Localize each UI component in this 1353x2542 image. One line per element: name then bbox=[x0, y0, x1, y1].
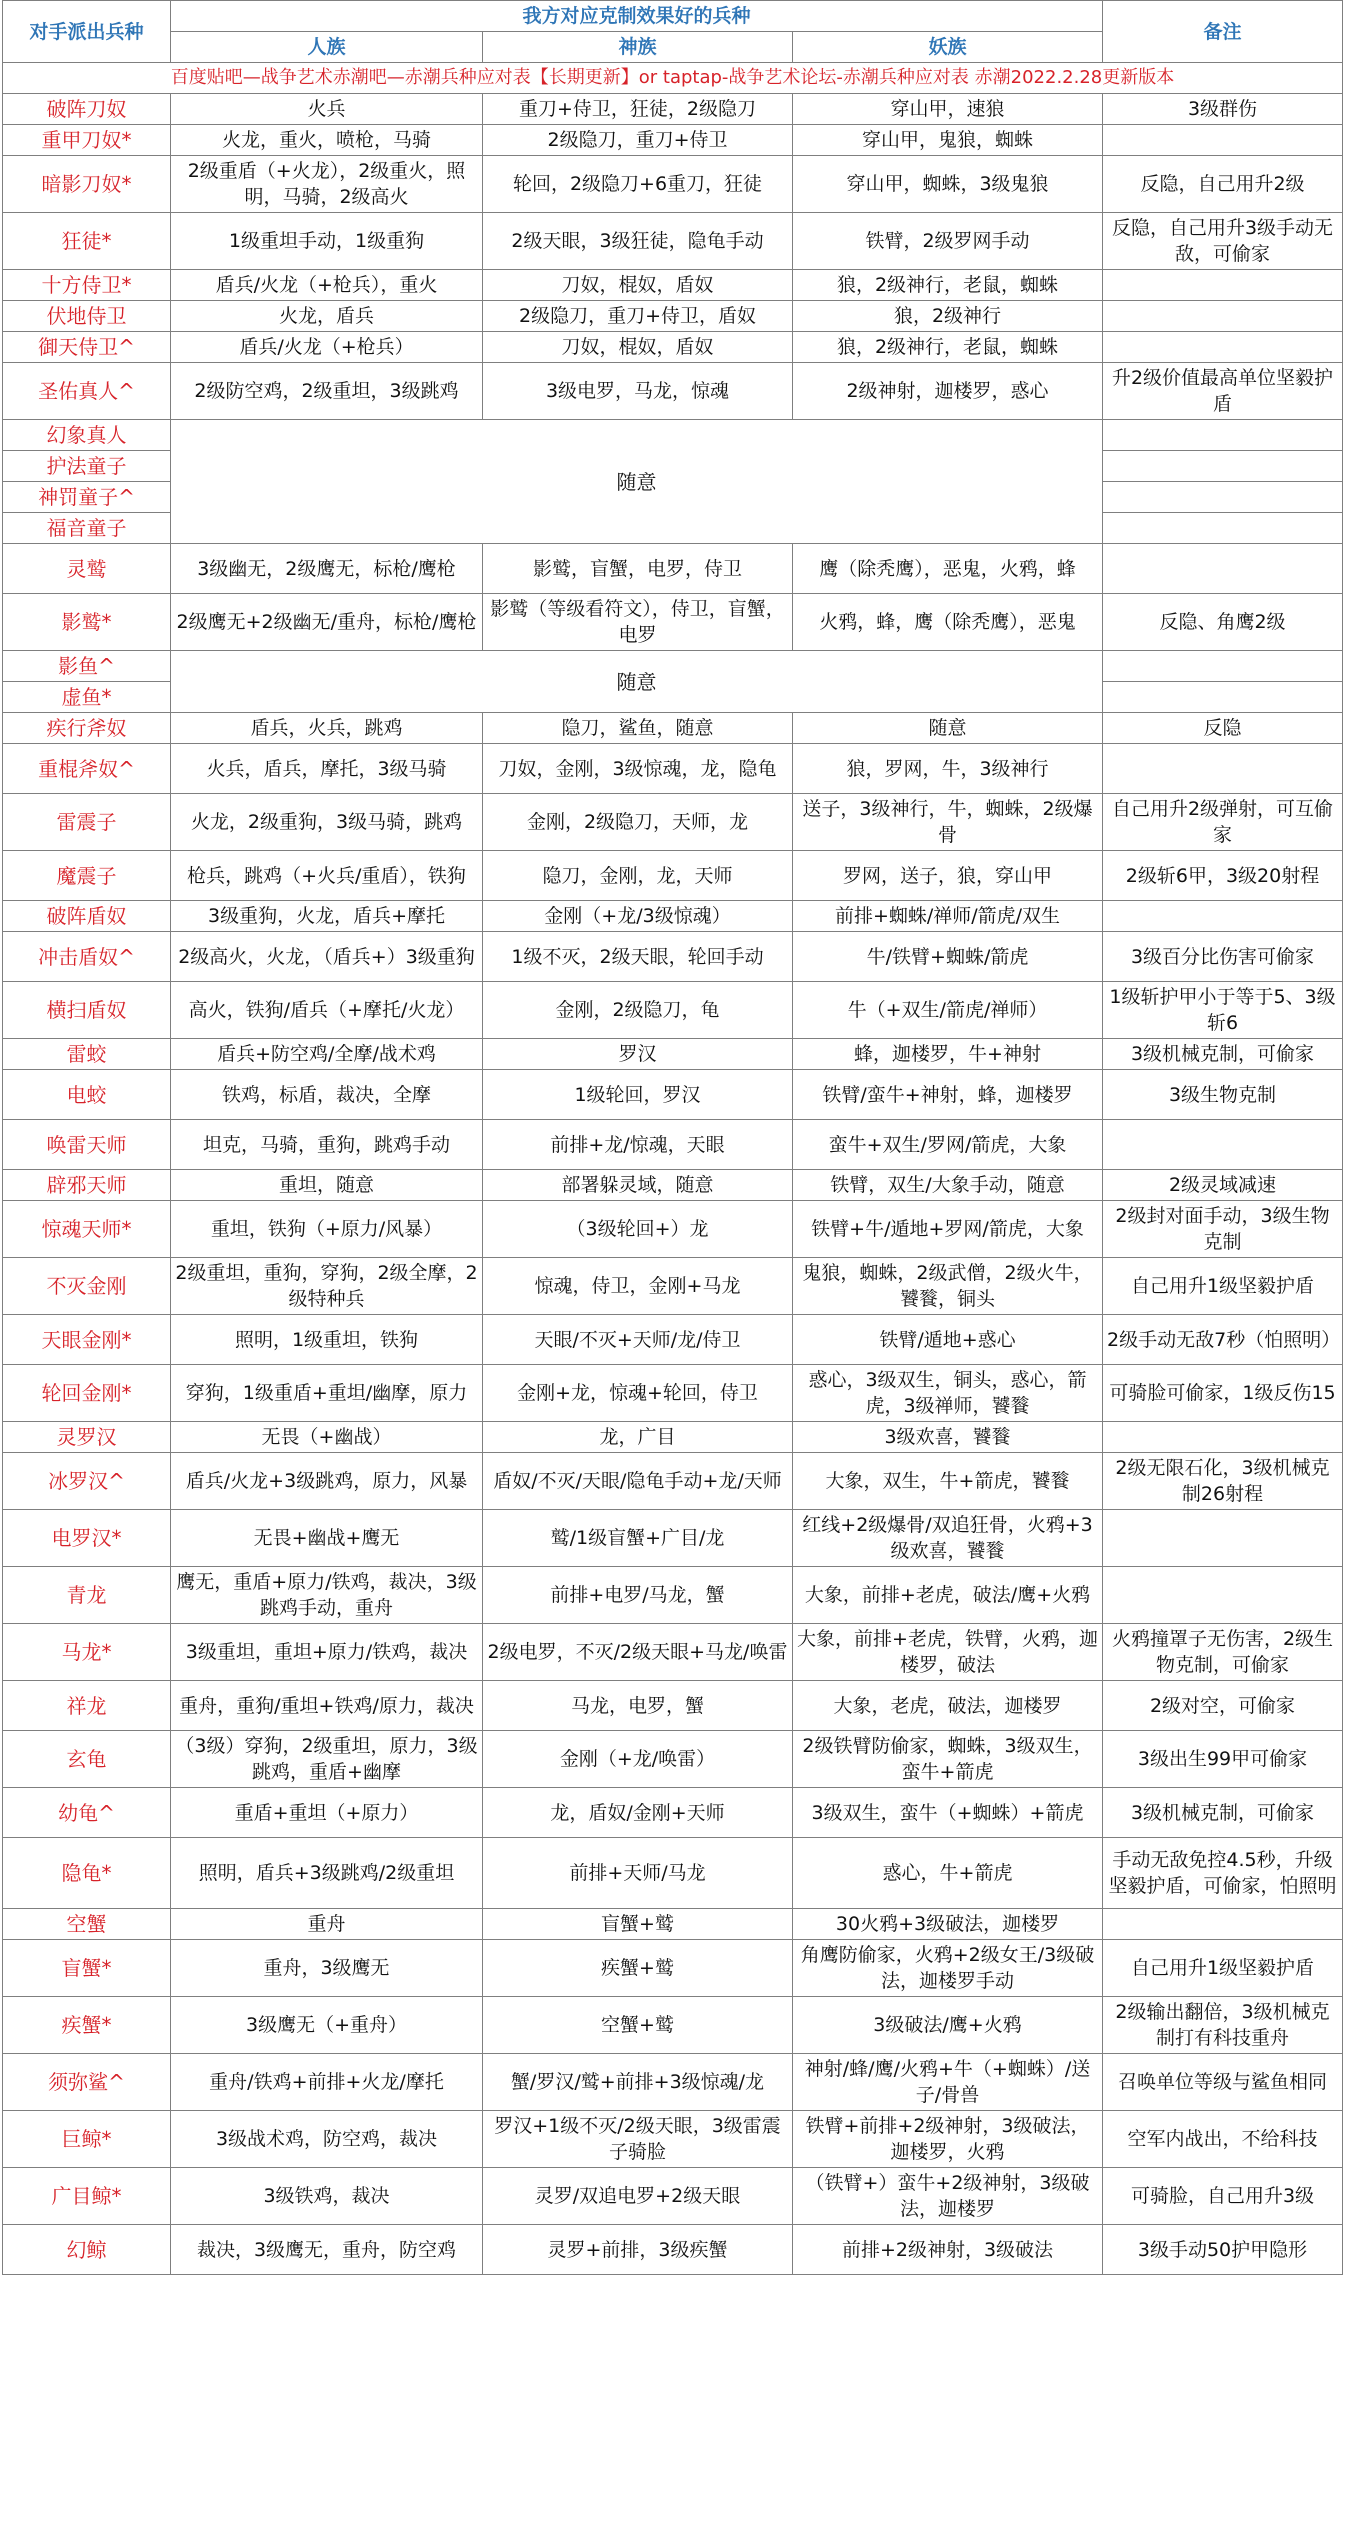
enemy-unit-name: 玄龟 bbox=[3, 1731, 171, 1788]
enemy-unit-name: 电罗汉* bbox=[3, 1510, 171, 1567]
god-counter-cell: 前排+电罗/马龙，蟹 bbox=[483, 1567, 793, 1624]
god-counter-cell: 马龙，电罗，蟹 bbox=[483, 1681, 793, 1731]
demon-counter-cell: 2级铁臂防偷家，蜘蛛，3级双生，蛮牛+箭虎 bbox=[793, 1731, 1103, 1788]
god-counter-cell: 金刚（+龙/唤雷） bbox=[483, 1731, 793, 1788]
table-row bbox=[3, 1120, 1343, 1170]
human-counter-cell: 3级鹰无（+重舟） bbox=[171, 1997, 483, 2054]
demon-counter-cell: 铁臂/蛮牛+神射，蜂，迦楼罗 bbox=[793, 1070, 1103, 1120]
notes-cell: 1级斩护甲小于等于5、3级斩6 bbox=[1103, 982, 1343, 1039]
enemy-unit-name: 巨鲸* bbox=[3, 2111, 171, 2168]
table-row bbox=[3, 1315, 1343, 1365]
god-counter-cell: 前排+天师/马龙 bbox=[483, 1838, 793, 1909]
human-counter-cell: 火龙，盾兵 bbox=[171, 301, 483, 332]
god-counter-cell: 刀奴，棍奴，盾奴 bbox=[483, 270, 793, 301]
god-counter-cell: 刀奴，棍奴，盾奴 bbox=[483, 332, 793, 363]
demon-counter-cell: 大象，前排+老虎，破法/鹰+火鸦 bbox=[793, 1567, 1103, 1624]
human-counter-cell: 裁决，3级鹰无，重舟，防空鸡 bbox=[171, 2225, 483, 2275]
notes-cell: 火鸦撞罩子无伤害，2级生物克制，可偷家 bbox=[1103, 1624, 1343, 1681]
god-counter-cell: 金刚，2级隐刀，龟 bbox=[483, 982, 793, 1039]
human-counter-cell: 重舟，重狗/重坦+铁鸡/原力，裁决 bbox=[171, 1681, 483, 1731]
enemy-unit-name: 破阵盾奴 bbox=[3, 901, 171, 932]
human-counter-cell: 火兵 bbox=[171, 94, 483, 125]
god-counter-cell: 2级隐刀，重刀+侍卫 bbox=[483, 125, 793, 156]
table-row bbox=[3, 2225, 1343, 2275]
notes-cell: 3级出生99甲可偷家 bbox=[1103, 1731, 1343, 1788]
table-row bbox=[3, 332, 1343, 363]
demon-race-header: 妖族 bbox=[793, 32, 1103, 63]
god-counter-cell: 罗汉+1级不灭/2级天眼，3级雷震子骑脸 bbox=[483, 2111, 793, 2168]
table-row bbox=[3, 1940, 1343, 1997]
table-row bbox=[3, 1731, 1343, 1788]
demon-counter-cell: 狼，罗网，牛，3级神行 bbox=[793, 744, 1103, 794]
table-row bbox=[3, 1258, 1343, 1315]
enemy-unit-name: 重棍斧奴^ bbox=[3, 744, 171, 794]
demon-counter-cell: 铁臂，2级罗网手动 bbox=[793, 213, 1103, 270]
notice-row bbox=[3, 63, 1343, 94]
notes-cell: 2级封对面手动，3级生物克制 bbox=[1103, 1201, 1343, 1258]
human-counter-cell: 2级鹰无+2级幽无/重舟，标枪/鹰枪 bbox=[171, 594, 483, 651]
god-counter-cell: 2级电罗，不灭/2级天眼+马龙/唤雷 bbox=[483, 1624, 793, 1681]
table-row bbox=[3, 2111, 1343, 2168]
enemy-unit-name: 神罚童子^ bbox=[3, 482, 171, 513]
table-row bbox=[3, 851, 1343, 901]
god-counter-cell: 3级电罗，马龙，惊魂 bbox=[483, 363, 793, 420]
god-counter-cell: 鹫/1级盲蟹+广目/龙 bbox=[483, 1510, 793, 1567]
demon-counter-cell: 神射/蜂/鹰/火鸦+牛（+蜘蛛）/送子/骨兽 bbox=[793, 2054, 1103, 2111]
notes-cell bbox=[1103, 1422, 1343, 1453]
enemy-unit-name: 天眼金刚* bbox=[3, 1315, 171, 1365]
demon-counter-cell: 鹰（除秃鹰），恶鬼，火鸦，蜂 bbox=[793, 544, 1103, 594]
notes-cell: 2级灵域减速 bbox=[1103, 1170, 1343, 1201]
table-row bbox=[3, 544, 1343, 594]
enemy-unit-name: 十方侍卫* bbox=[3, 270, 171, 301]
table-row bbox=[3, 594, 1343, 651]
enemy-unit-name: 不灭金刚 bbox=[3, 1258, 171, 1315]
notes-cell bbox=[1103, 744, 1343, 794]
demon-counter-cell: 牛（+双生/箭虎/禅师） bbox=[793, 982, 1103, 1039]
enemy-unit-name: 电蛟 bbox=[3, 1070, 171, 1120]
god-counter-cell: （3级轮回+）龙 bbox=[483, 1201, 793, 1258]
demon-counter-cell: 2级神射，迦楼罗，惑心 bbox=[793, 363, 1103, 420]
table-row bbox=[3, 901, 1343, 932]
demon-counter-cell: 大象，双生，牛+箭虎，饕餮 bbox=[793, 1453, 1103, 1510]
human-counter-cell: 高火，铁狗/盾兵（+摩托/火龙） bbox=[171, 982, 483, 1039]
enemy-unit-name: 惊魂天师* bbox=[3, 1201, 171, 1258]
demon-counter-cell: 大象，前排+老虎，铁臂，火鸦，迦楼罗，破法 bbox=[793, 1624, 1103, 1681]
notes-cell: 自己用升1级坚毅护盾 bbox=[1103, 1258, 1343, 1315]
god-counter-cell: 疾蟹+鹫 bbox=[483, 1940, 793, 1997]
table-row bbox=[3, 713, 1343, 744]
enemy-unit-name: 狂徒* bbox=[3, 213, 171, 270]
table-row bbox=[3, 156, 1343, 213]
god-counter-cell: 盾奴/不灭/天眼/隐龟手动+龙/天师 bbox=[483, 1453, 793, 1510]
demon-counter-cell: 30火鸦+3级破法，迦楼罗 bbox=[793, 1909, 1103, 1940]
human-counter-cell: 盾兵/火龙（+枪兵），重火 bbox=[171, 270, 483, 301]
enemy-unit-name: 影鹫* bbox=[3, 594, 171, 651]
notes-cell: 反隐 bbox=[1103, 713, 1343, 744]
human-counter-cell: 1级重坦手动，1级重狗 bbox=[171, 213, 483, 270]
notes-cell: 3级群伤 bbox=[1103, 94, 1343, 125]
demon-counter-cell: 铁臂+牛/遁地+罗网/箭虎，大象 bbox=[793, 1201, 1103, 1258]
enemy-unit-name: 护法童子 bbox=[3, 451, 171, 482]
notes-cell: 3级生物克制 bbox=[1103, 1070, 1343, 1120]
human-counter-cell: 3级战术鸡，防空鸡，裁决 bbox=[171, 2111, 483, 2168]
god-counter-cell: 金刚，2级隐刀，天师，龙 bbox=[483, 794, 793, 851]
notes-cell: 自己用升2级弹射，可互偷家 bbox=[1103, 794, 1343, 851]
enemy-unit-name: 暗影刀奴* bbox=[3, 156, 171, 213]
any-counter-merged-cell: 随意 bbox=[171, 420, 1103, 544]
notes-cell bbox=[1103, 332, 1343, 363]
enemy-unit-name: 横扫盾奴 bbox=[3, 982, 171, 1039]
human-counter-cell: 照明，盾兵+3级跳鸡/2级重坦 bbox=[171, 1838, 483, 1909]
enemy-unit-name: 灵罗汉 bbox=[3, 1422, 171, 1453]
demon-counter-cell: 惑心，3级双生，铜头，惑心，箭虎，3级禅师，饕餮 bbox=[793, 1365, 1103, 1422]
human-counter-cell: 3级幽无，2级鹰无，标枪/鹰枪 bbox=[171, 544, 483, 594]
notes-cell: 3级手动50护甲隐形 bbox=[1103, 2225, 1343, 2275]
demon-counter-cell: 红线+2级爆骨/双追狂骨，火鸦+3级欢喜，饕餮 bbox=[793, 1510, 1103, 1567]
enemy-unit-name: 青龙 bbox=[3, 1567, 171, 1624]
god-counter-cell: 灵罗/双追电罗+2级天眼 bbox=[483, 2168, 793, 2225]
enemy-unit-name: 灵鹫 bbox=[3, 544, 171, 594]
god-counter-cell: 金刚+龙，惊魂+轮回，侍卫 bbox=[483, 1365, 793, 1422]
demon-counter-cell: 前排+2级神射，3级破法 bbox=[793, 2225, 1103, 2275]
enemy-unit-name: 冰罗汉^ bbox=[3, 1453, 171, 1510]
god-counter-cell: 1级轮回，罗汉 bbox=[483, 1070, 793, 1120]
notes-cell: 2级斩6甲，3级20射程 bbox=[1103, 851, 1343, 901]
table-row bbox=[3, 1453, 1343, 1510]
table-row bbox=[3, 1624, 1343, 1681]
demon-counter-cell: 角鹰防偷家，火鸦+2级女王/3级破法，迦楼罗手动 bbox=[793, 1940, 1103, 1997]
table-row bbox=[3, 94, 1343, 125]
notes-cell: 可骑脸，自己用升3级 bbox=[1103, 2168, 1343, 2225]
god-counter-cell: 金刚（+龙/3级惊魂） bbox=[483, 901, 793, 932]
table-row bbox=[3, 1838, 1343, 1909]
enemy-unit-name: 幻象真人 bbox=[3, 420, 171, 451]
notes-cell bbox=[1103, 544, 1343, 594]
notes-cell: 3级机械克制，可偷家 bbox=[1103, 1039, 1343, 1070]
notes-cell: 2级手动无敌7秒（怕照明） bbox=[1103, 1315, 1343, 1365]
god-counter-cell: 灵罗+前排，3级疾蟹 bbox=[483, 2225, 793, 2275]
table-row bbox=[3, 1039, 1343, 1070]
god-counter-cell: 空蟹+鹫 bbox=[483, 1997, 793, 2054]
enemy-unit-name: 幼龟^ bbox=[3, 1788, 171, 1838]
notes-cell bbox=[1103, 420, 1343, 451]
god-counter-cell: 龙，盾奴/金刚+天师 bbox=[483, 1788, 793, 1838]
demon-counter-cell: 铁臂+前排+2级神射，3级破法，迦楼罗，火鸦 bbox=[793, 2111, 1103, 2168]
demon-counter-cell: （铁臂+）蛮牛+2级神射，3级破法，迦楼罗 bbox=[793, 2168, 1103, 2225]
enemy-unit-name: 虚鱼* bbox=[3, 682, 171, 713]
enemy-unit-name: 轮回金刚* bbox=[3, 1365, 171, 1422]
notes-cell bbox=[1103, 1510, 1343, 1567]
enemy-unit-name: 须弥鲨^ bbox=[3, 2054, 171, 2111]
enemy-unit-header: 对手派出兵种 bbox=[3, 1, 171, 63]
notes-cell: 反隐、角鹰2级 bbox=[1103, 594, 1343, 651]
enemy-unit-name: 唤雷天师 bbox=[3, 1120, 171, 1170]
demon-counter-cell: 牛/铁臂+蜘蛛/箭虎 bbox=[793, 932, 1103, 982]
notes-cell: 可骑脸可偷家，1级反伤15 bbox=[1103, 1365, 1343, 1422]
notes-cell: 2级无限石化，3级机械克制26射程 bbox=[1103, 1453, 1343, 1510]
human-race-header: 人族 bbox=[171, 32, 483, 63]
enemy-unit-name: 辟邪天师 bbox=[3, 1170, 171, 1201]
notes-cell bbox=[1103, 513, 1343, 544]
notes-cell: 召唤单位等级与鲨鱼相同 bbox=[1103, 2054, 1343, 2111]
human-counter-cell: 穿狗，1级重盾+重坦/幽摩，原力 bbox=[171, 1365, 483, 1422]
enemy-unit-name: 广目鲸* bbox=[3, 2168, 171, 2225]
update-notice: 百度贴吧—战争艺术赤潮吧—赤潮兵种应对表【长期更新】or taptap-战争艺术论坛-赤潮兵种应对表 赤潮2022.2.28更新版本 bbox=[3, 63, 1343, 94]
human-counter-cell: 火龙，2级重狗，3级马骑，跳鸡 bbox=[171, 794, 483, 851]
table-row bbox=[3, 794, 1343, 851]
table-row bbox=[3, 1909, 1343, 1940]
god-counter-cell: 前排+龙/惊魂，天眼 bbox=[483, 1120, 793, 1170]
human-counter-cell: 2级防空鸡，2级重坦，3级跳鸡 bbox=[171, 363, 483, 420]
demon-counter-cell: 大象，老虎，破法，迦楼罗 bbox=[793, 1681, 1103, 1731]
human-counter-cell: 盾兵/火龙+3级跳鸡，原力，风暴 bbox=[171, 1453, 483, 1510]
enemy-unit-name: 雷震子 bbox=[3, 794, 171, 851]
notes-cell bbox=[1103, 451, 1343, 482]
demon-counter-cell: 狼，2级神行 bbox=[793, 301, 1103, 332]
god-counter-cell: 2级隐刀，重刀+侍卫，盾奴 bbox=[483, 301, 793, 332]
table-row bbox=[3, 1997, 1343, 2054]
table-row bbox=[3, 932, 1343, 982]
enemy-unit-name: 冲击盾奴^ bbox=[3, 932, 171, 982]
enemy-unit-name: 马龙* bbox=[3, 1624, 171, 1681]
notes-cell bbox=[1103, 1120, 1343, 1170]
notes-cell bbox=[1103, 1909, 1343, 1940]
enemy-unit-name: 福音童子 bbox=[3, 513, 171, 544]
human-counter-cell: 枪兵，跳鸡（+火兵/重盾），铁狗 bbox=[171, 851, 483, 901]
god-counter-cell: 惊魂，侍卫，金刚+马龙 bbox=[483, 1258, 793, 1315]
enemy-unit-name: 雷蛟 bbox=[3, 1039, 171, 1070]
human-counter-cell: 重坦，铁狗（+原力/风暴） bbox=[171, 1201, 483, 1258]
any-counter-merged-cell: 随意 bbox=[171, 651, 1103, 713]
human-counter-cell: 2级重盾（+火龙），2级重火，照明，马骑，2级高火 bbox=[171, 156, 483, 213]
human-counter-cell: 盾兵，火兵，跳鸡 bbox=[171, 713, 483, 744]
table-row bbox=[3, 2054, 1343, 2111]
god-counter-cell: 蟹/罗汉/鹫+前排+3级惊魂/龙 bbox=[483, 2054, 793, 2111]
enemy-unit-name: 空蟹 bbox=[3, 1909, 171, 1940]
demon-counter-cell: 惑心，牛+箭虎 bbox=[793, 1838, 1103, 1909]
notes-header: 备注 bbox=[1103, 1, 1343, 63]
counter-group-header: 我方对应克制效果好的兵种 bbox=[171, 1, 1103, 32]
demon-counter-cell: 狼，2级神行，老鼠，蜘蛛 bbox=[793, 332, 1103, 363]
enemy-unit-name: 影鱼^ bbox=[3, 651, 171, 682]
table-row bbox=[3, 651, 1343, 682]
enemy-unit-name: 圣佑真人^ bbox=[3, 363, 171, 420]
god-counter-cell: 1级不灭，2级天眼，轮回手动 bbox=[483, 932, 793, 982]
human-counter-cell: 重盾+重坦（+原力） bbox=[171, 1788, 483, 1838]
demon-counter-cell: 蛮牛+双生/罗网/箭虎，大象 bbox=[793, 1120, 1103, 1170]
notes-cell: 手动无敌免控4.5秒，升级坚毅护盾，可偷家，怕照明 bbox=[1103, 1838, 1343, 1909]
table-row bbox=[3, 1201, 1343, 1258]
god-counter-cell: 2级天眼，3级狂徒，隐龟手动 bbox=[483, 213, 793, 270]
enemy-unit-name: 伏地侍卫 bbox=[3, 301, 171, 332]
enemy-unit-name: 御天侍卫^ bbox=[3, 332, 171, 363]
notes-cell: 3级机械克制，可偷家 bbox=[1103, 1788, 1343, 1838]
notes-cell: 3级百分比伤害可偷家 bbox=[1103, 932, 1343, 982]
notes-cell bbox=[1103, 125, 1343, 156]
god-counter-cell: 隐刀，金刚，龙，天师 bbox=[483, 851, 793, 901]
enemy-unit-name: 疾行斧奴 bbox=[3, 713, 171, 744]
notes-cell: 2级对空，可偷家 bbox=[1103, 1681, 1343, 1731]
god-counter-cell: 龙，广目 bbox=[483, 1422, 793, 1453]
god-counter-cell: 轮回，2级隐刀+6重刀，狂徒 bbox=[483, 156, 793, 213]
notes-cell bbox=[1103, 482, 1343, 513]
human-counter-cell: 盾兵/火龙（+枪兵） bbox=[171, 332, 483, 363]
human-counter-cell: 铁鸡，标盾，裁决，全摩 bbox=[171, 1070, 483, 1120]
human-counter-cell: 2级重坦，重狗，穿狗，2级全摩，2级特种兵 bbox=[171, 1258, 483, 1315]
demon-counter-cell: 铁臂，双生/大象手动，随意 bbox=[793, 1170, 1103, 1201]
enemy-unit-name: 祥龙 bbox=[3, 1681, 171, 1731]
notes-cell: 反隐，自己用升2级 bbox=[1103, 156, 1343, 213]
notes-cell bbox=[1103, 901, 1343, 932]
table-row bbox=[3, 1365, 1343, 1422]
demon-counter-cell: 3级双生，蛮牛（+蜘蛛）+箭虎 bbox=[793, 1788, 1103, 1838]
table-row bbox=[3, 363, 1343, 420]
human-counter-cell: 照明，1级重坦，铁狗 bbox=[171, 1315, 483, 1365]
god-counter-cell: 盲蟹+鹫 bbox=[483, 1909, 793, 1940]
demon-counter-cell: 狼，2级神行，老鼠，蜘蛛 bbox=[793, 270, 1103, 301]
human-counter-cell: 盾兵+防空鸡/全摩/战术鸡 bbox=[171, 1039, 483, 1070]
god-counter-cell: 影鹫，盲蟹，电罗，侍卫 bbox=[483, 544, 793, 594]
human-counter-cell: 火龙，重火，喷枪，马骑 bbox=[171, 125, 483, 156]
notes-cell bbox=[1103, 651, 1343, 682]
notes-cell bbox=[1103, 1567, 1343, 1624]
human-counter-cell: 鹰无，重盾+原力/铁鸡，裁决，3级跳鸡手动，重舟 bbox=[171, 1567, 483, 1624]
god-counter-cell: 罗汉 bbox=[483, 1039, 793, 1070]
demon-counter-cell: 穿山甲，鬼狼，蜘蛛 bbox=[793, 125, 1103, 156]
human-counter-cell: 无畏（+幽战） bbox=[171, 1422, 483, 1453]
demon-counter-cell: 3级破法/鹰+火鸦 bbox=[793, 1997, 1103, 2054]
demon-counter-cell: 铁臂/遁地+惑心 bbox=[793, 1315, 1103, 1365]
enemy-unit-name: 疾蟹* bbox=[3, 1997, 171, 2054]
table-row bbox=[3, 982, 1343, 1039]
enemy-unit-name: 幻鲸 bbox=[3, 2225, 171, 2275]
table-row bbox=[3, 213, 1343, 270]
god-counter-cell: 刀奴，金刚，3级惊魂，龙，隐龟 bbox=[483, 744, 793, 794]
human-counter-cell: 3级重狗，火龙，盾兵+摩托 bbox=[171, 901, 483, 932]
demon-counter-cell: 穿山甲，速狼 bbox=[793, 94, 1103, 125]
enemy-unit-name: 破阵刀奴 bbox=[3, 94, 171, 125]
notes-cell bbox=[1103, 270, 1343, 301]
table-row bbox=[3, 270, 1343, 301]
god-counter-cell: 天眼/不灭+天师/龙/侍卫 bbox=[483, 1315, 793, 1365]
enemy-unit-name: 隐龟* bbox=[3, 1838, 171, 1909]
demon-counter-cell: 鬼狼，蜘蛛，2级武僧，2级火牛，饕餮，铜头 bbox=[793, 1258, 1103, 1315]
demon-counter-cell: 罗网，送子，狼，穿山甲 bbox=[793, 851, 1103, 901]
notes-cell bbox=[1103, 301, 1343, 332]
notes-cell: 自己用升1级坚毅护盾 bbox=[1103, 1940, 1343, 1997]
table-row bbox=[3, 2168, 1343, 2225]
notes-cell: 空军内战出，不给科技 bbox=[1103, 2111, 1343, 2168]
table-row bbox=[3, 1788, 1343, 1838]
table-body bbox=[3, 63, 1343, 2275]
notes-cell: 反隐，自己用升3级手动无敌，可偷家 bbox=[1103, 213, 1343, 270]
notes-cell: 2级输出翻倍，3级机械克制打有科技重舟 bbox=[1103, 1997, 1343, 2054]
enemy-unit-name: 魔震子 bbox=[3, 851, 171, 901]
human-counter-cell: 坦克，马骑，重狗，跳鸡手动 bbox=[171, 1120, 483, 1170]
human-counter-cell: 2级高火，火龙，（盾兵+）3级重狗 bbox=[171, 932, 483, 982]
table-row bbox=[3, 420, 1343, 451]
human-counter-cell: 重舟/铁鸡+前排+火龙/摩托 bbox=[171, 2054, 483, 2111]
human-counter-cell: 无畏+幽战+鹰无 bbox=[171, 1510, 483, 1567]
god-counter-cell: 影鹫（等级看符文），侍卫，盲蟹，电罗 bbox=[483, 594, 793, 651]
human-counter-cell: 重舟，3级鹰无 bbox=[171, 1940, 483, 1997]
god-counter-cell: 隐刀，鲨鱼，随意 bbox=[483, 713, 793, 744]
god-counter-cell: 部署躲灵域，随意 bbox=[483, 1170, 793, 1201]
table-row bbox=[3, 125, 1343, 156]
table-row bbox=[3, 1070, 1343, 1120]
demon-counter-cell: 送子，3级神行，牛，蜘蛛，2级爆骨 bbox=[793, 794, 1103, 851]
notes-cell: 升2级价值最高单位坚毅护盾 bbox=[1103, 363, 1343, 420]
demon-counter-cell: 3级欢喜，饕餮 bbox=[793, 1422, 1103, 1453]
god-counter-cell: 重刀+侍卫，狂徒，2级隐刀 bbox=[483, 94, 793, 125]
god-race-header: 神族 bbox=[483, 32, 793, 63]
human-counter-cell: 重坦，随意 bbox=[171, 1170, 483, 1201]
human-counter-cell: 火兵，盾兵，摩托，3级马骑 bbox=[171, 744, 483, 794]
table-row bbox=[3, 1422, 1343, 1453]
human-counter-cell: （3级）穿狗，2级重坦，原力，3级跳鸡，重盾+幽摩 bbox=[171, 1731, 483, 1788]
enemy-unit-name: 重甲刀奴* bbox=[3, 125, 171, 156]
notes-cell bbox=[1103, 682, 1343, 713]
enemy-unit-name: 盲蟹* bbox=[3, 1940, 171, 1997]
table-row bbox=[3, 1510, 1343, 1567]
table-row bbox=[3, 744, 1343, 794]
human-counter-cell: 3级铁鸡，裁决 bbox=[171, 2168, 483, 2225]
demon-counter-cell: 火鸦，蜂，鹰（除秃鹰），恶鬼 bbox=[793, 594, 1103, 651]
table-row bbox=[3, 1170, 1343, 1201]
human-counter-cell: 重舟 bbox=[171, 1909, 483, 1940]
demon-counter-cell: 前排+蜘蛛/禅师/箭虎/双生 bbox=[793, 901, 1103, 932]
table-row bbox=[3, 1681, 1343, 1731]
human-counter-cell: 3级重坦，重坦+原力/铁鸡，裁决 bbox=[171, 1624, 483, 1681]
demon-counter-cell: 穿山甲，蜘蛛，3级鬼狼 bbox=[793, 156, 1103, 213]
demon-counter-cell: 蜂，迦楼罗，牛+神射 bbox=[793, 1039, 1103, 1070]
demon-counter-cell: 随意 bbox=[793, 713, 1103, 744]
table-row bbox=[3, 301, 1343, 332]
header-row bbox=[3, 1, 1343, 32]
table-row bbox=[3, 1567, 1343, 1624]
counter-table bbox=[2, 0, 1343, 2275]
